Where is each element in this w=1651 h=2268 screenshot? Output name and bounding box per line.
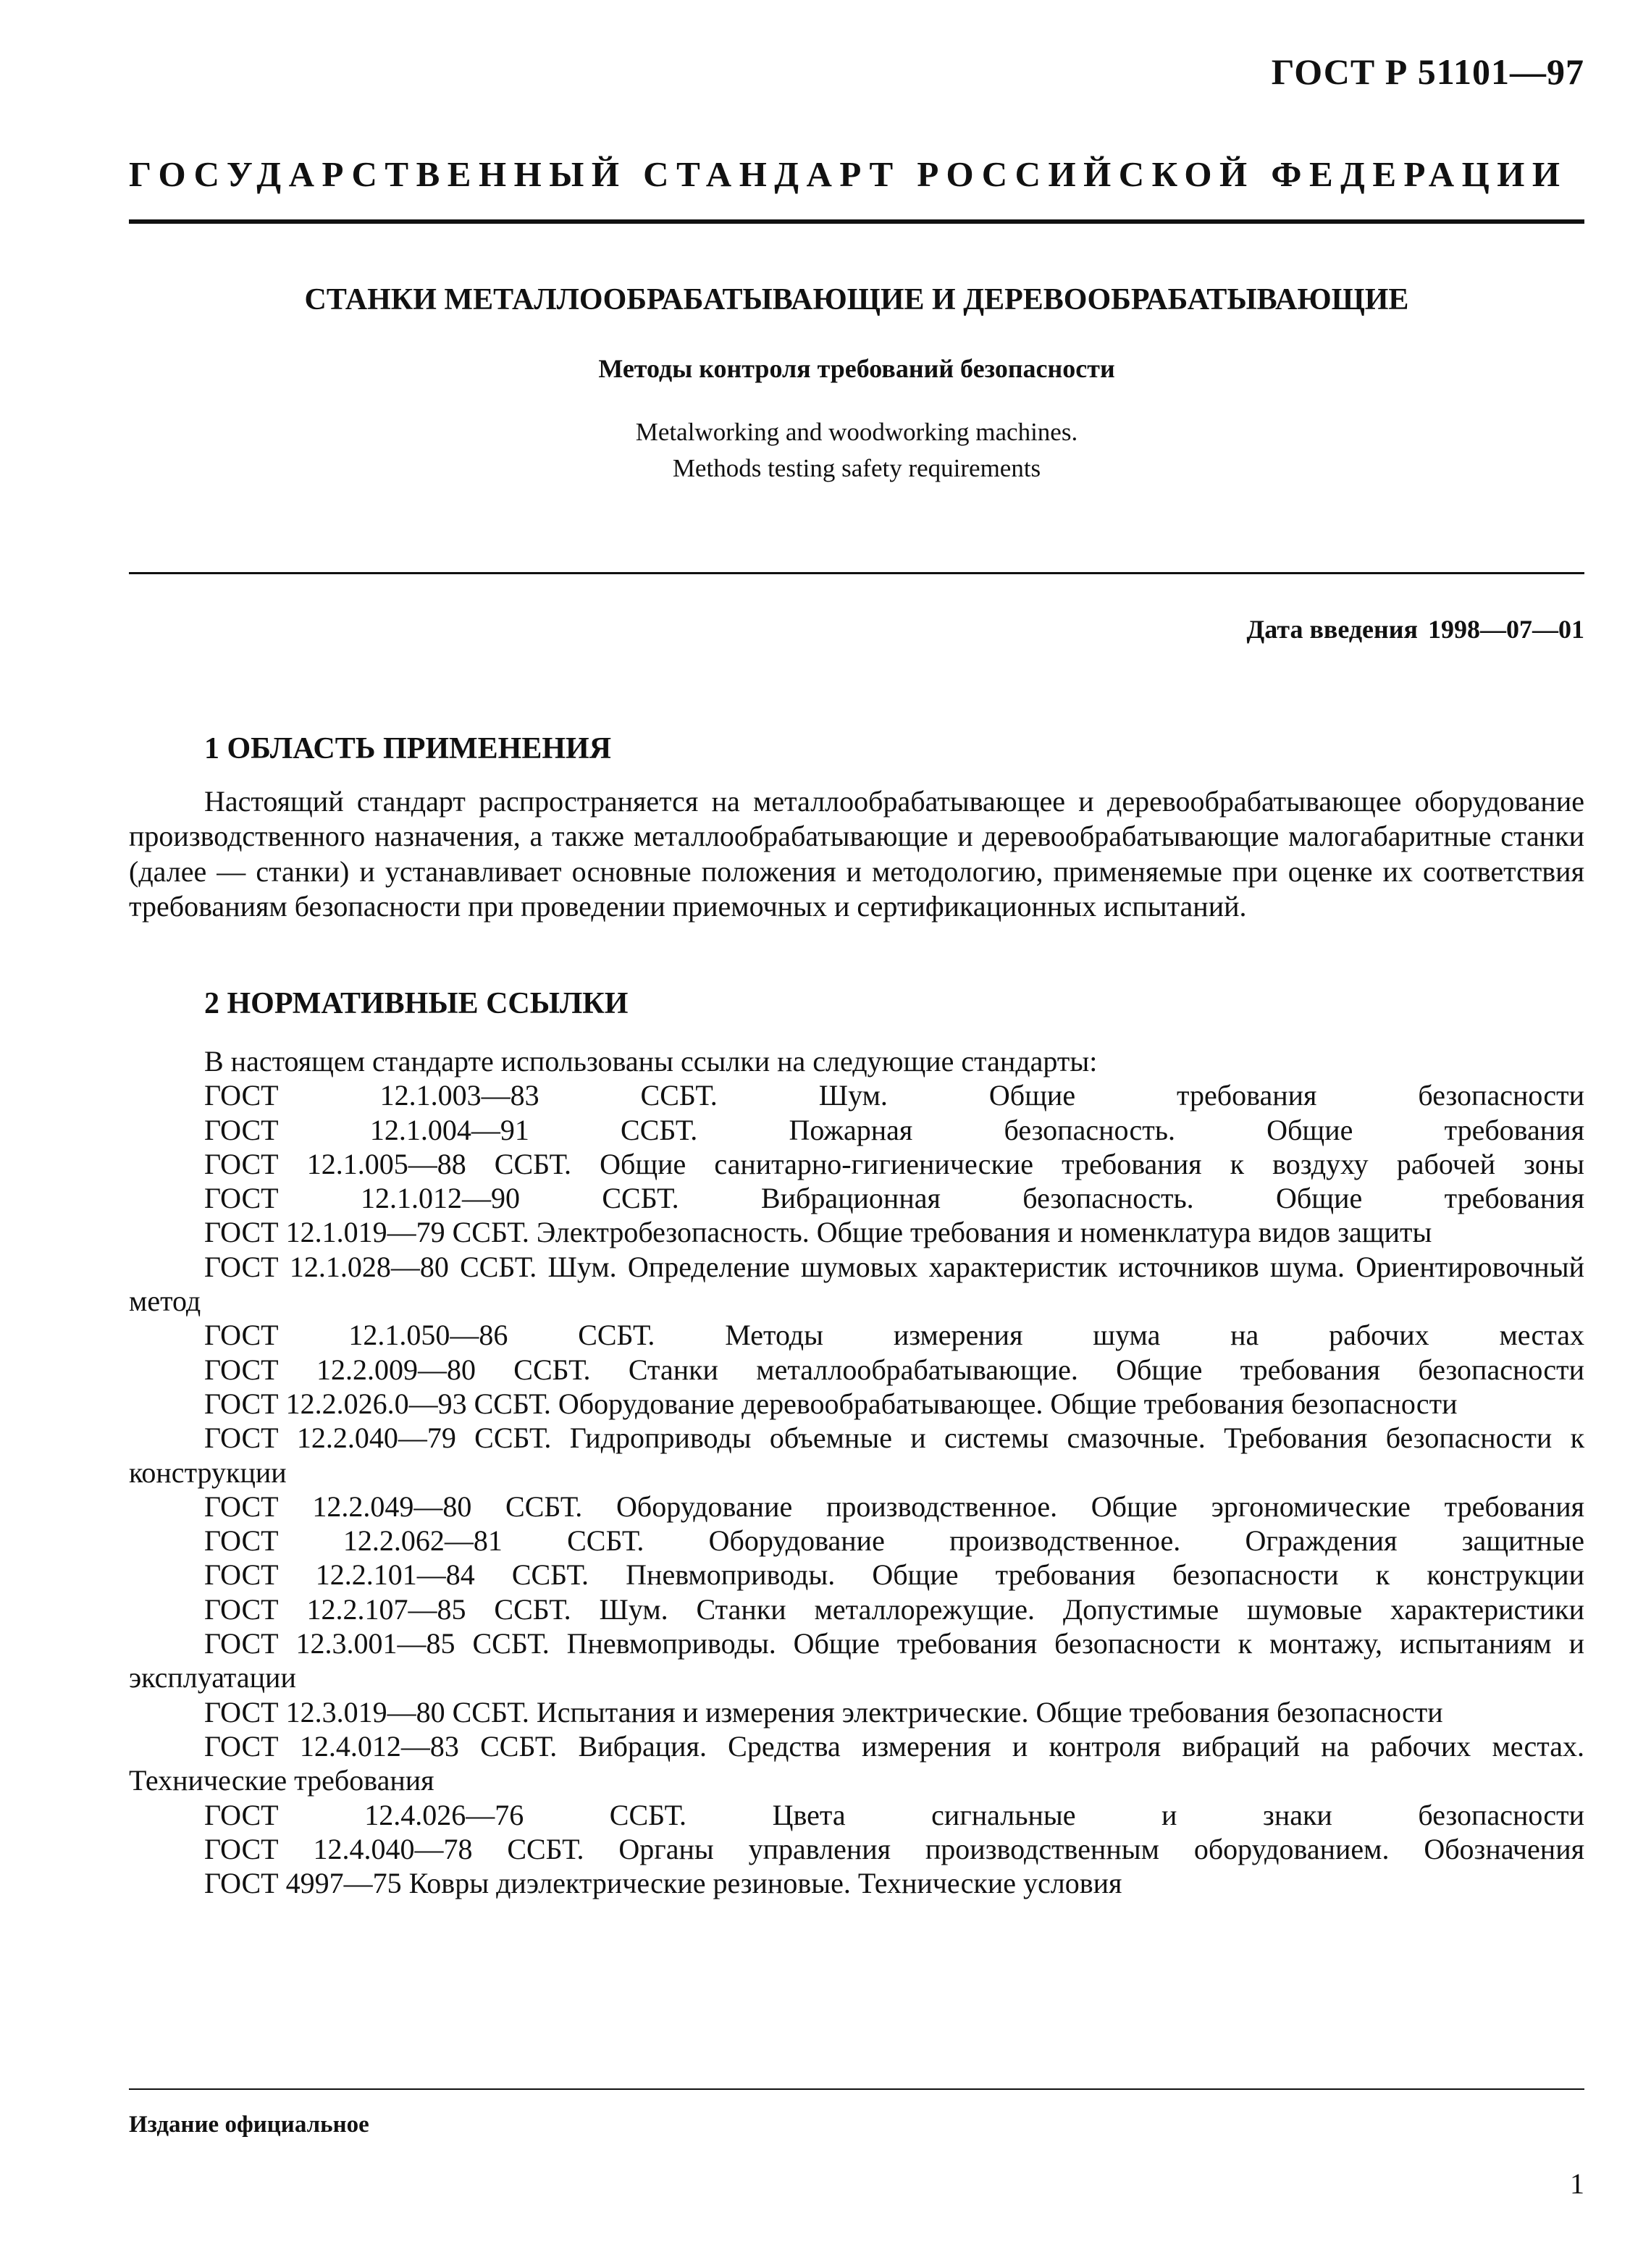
- reference-item: ГОСТ 12.3.001—85 ССБТ. Пневмоприводы. Общие требования безопасности к монтажу, испытаниям и эксплуатации: [129, 1627, 1584, 1694]
- section-2-heading: 2 НОРМАТИВНЫЕ ССЫЛКИ: [204, 987, 629, 1020]
- reference-item: ГОСТ 12.2.040—79 ССБТ. Гидроприводы объемные и системы смазочные. Требования безопасности к конструкции: [129, 1421, 1584, 1489]
- english-title-line1: Metalworking and woodworking machines.: [635, 418, 1078, 446]
- reference-item: ГОСТ 12.4.012—83 ССБТ. Вибрация. Средства измерения и контроля вибраций на рабочих местах. Технические требования: [129, 1729, 1584, 1797]
- english-title-line2: Methods testing safety requirements: [672, 454, 1041, 482]
- title-divider: [129, 572, 1584, 574]
- intro-date: [1247, 614, 1585, 644]
- reference-item: ГОСТ 12.1.019—79 ССБТ. Электробезопасность. Общие требования и номенклатура видов защиты: [204, 1216, 1432, 1249]
- section-1-heading: 1 ОБЛАСТЬ ПРИМЕНЕНИЯ: [204, 732, 612, 765]
- reference-item: ГОСТ 12.1.003—83 ССБТ. Шум. Общие требования безопасности: [204, 1079, 1584, 1112]
- section-1-text: Настоящий стандарт распространяется на металлообрабатывающее и деревообрабатывающее оборудование производственного назначения, а также металлообрабатывающие и деревообрабатывающие малогабаритные станки (далее — станки) и устанавливает основные положения и методологию, применяемые при оценке их соответствия требованиям безопасности при проведении приемочных и сертификационных испытаний.: [129, 785, 1584, 923]
- references-intro: В настоящем стандарте использованы ссылки на следующие стандарты:: [204, 1045, 1098, 1078]
- reference-item: ГОСТ 12.1.005—88 ССБТ. Общие санитарно-гигиенические требования к воздуху рабочей зоны: [204, 1147, 1584, 1180]
- state-standard-title: ГОСУДАРСТВЕННЫЙ СТАНДАРТ РОССИЙСКОЙ ФЕДЕРАЦИИ: [129, 154, 1568, 194]
- reference-item: ГОСТ 12.1.028—80 ССБТ. Шум. Определение шумовых характеристик источников шума. Ориентировочный метод: [129, 1250, 1584, 1318]
- official-edition-label: Издание официальное: [129, 2112, 369, 2138]
- gost-number: ГОСТ Р 51101—97: [1271, 51, 1584, 92]
- reference-item: ГОСТ 12.2.026.0—93 ССБТ. Оборудование деревообрабатывающее. Общие требования безопасности: [204, 1387, 1458, 1420]
- reference-item: ГОСТ 12.3.019—80 ССБТ. Испытания и измерения электрические. Общие требования безопасности: [204, 1695, 1443, 1729]
- document-subtitle: Методы контроля требований безопасности: [598, 354, 1115, 383]
- reference-item: ГОСТ 12.4.026—76 ССБТ. Цвета сигнальные и знаки безопасности: [204, 1798, 1584, 1831]
- reference-item: ГОСТ 12.2.107—85 ССБТ. Шум. Станки металлорежущие. Допустимые шумовые характеристики: [204, 1592, 1584, 1626]
- intro-date-label: Дата введения: [1246, 615, 1418, 644]
- english-title: [129, 414, 1584, 487]
- reference-item: ГОСТ 12.2.009—80 ССБТ. Станки металлообрабатывающие. Общие требования безопасности: [204, 1353, 1584, 1386]
- reference-item: ГОСТ 12.2.062—81 ССБТ. Оборудование производственное. Ограждения защитные: [204, 1524, 1584, 1558]
- reference-item: ГОСТ 12.1.050—86 ССБТ. Методы измерения шума на рабочих местах: [204, 1319, 1584, 1352]
- reference-item: ГОСТ 4997—75 Ковры диэлектрические резиновые. Технические условия: [204, 1867, 1122, 1900]
- reference-item: ГОСТ 12.2.101—84 ССБТ. Пневмоприводы. Общие требования безопасности к конструкции: [204, 1558, 1584, 1592]
- normative-references-list: [129, 1044, 1584, 1900]
- reference-item: ГОСТ 12.2.049—80 ССБТ. Оборудование производственное. Общие эргономические требования: [204, 1490, 1584, 1523]
- reference-item: ГОСТ 12.1.012—90 ССБТ. Вибрационная безопасность. Общие требования: [204, 1182, 1584, 1215]
- header-divider: [129, 219, 1584, 224]
- reference-item: ГОСТ 12.4.040—78 ССБТ. Органы управления производственным оборудованием. Обозначения: [204, 1832, 1584, 1865]
- document-title: СТАНКИ МЕТАЛЛООБРАБАТЫВАЮЩИЕ И ДЕРЕВООБРАБАТЫВАЮЩИЕ: [304, 283, 1409, 316]
- footer-divider: [129, 2088, 1584, 2090]
- page-number: 1: [1570, 2167, 1584, 2200]
- reference-item: ГОСТ 12.1.004—91 ССБТ. Пожарная безопасность. Общие требования: [204, 1113, 1584, 1146]
- intro-date-value: 1998—07—01: [1428, 615, 1584, 644]
